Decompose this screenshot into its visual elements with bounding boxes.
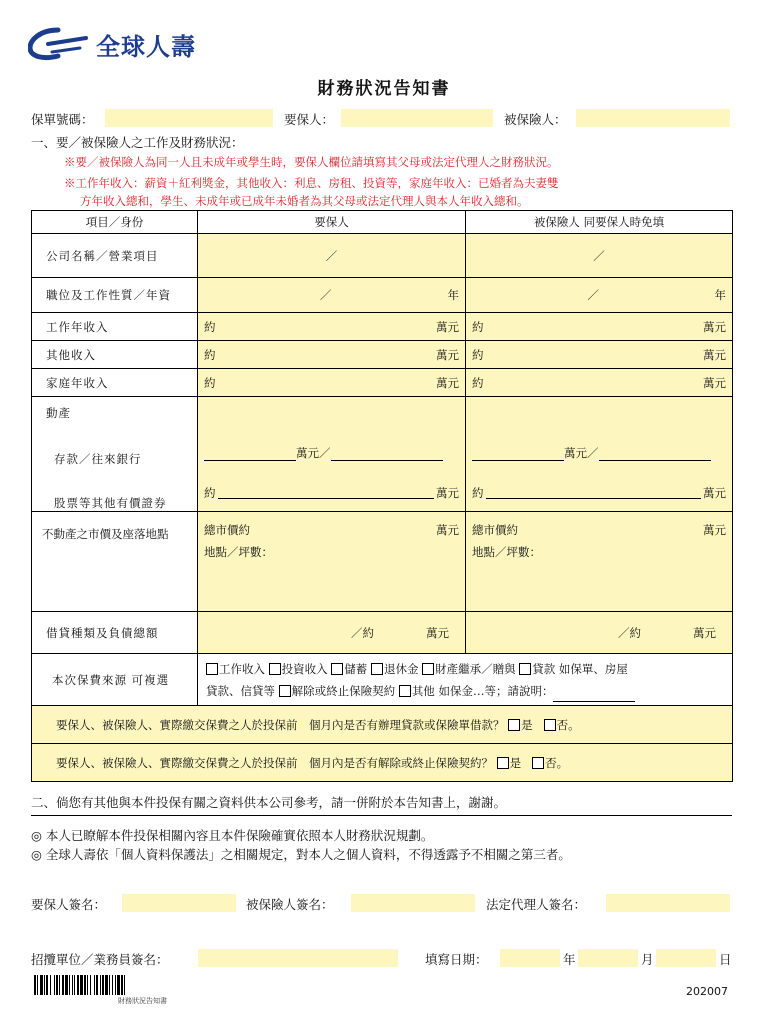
insured-family-income-field[interactable] [466,369,733,397]
table-row [32,706,733,744]
table-row [32,512,733,612]
movable-label: 動產 [46,406,71,420]
row-label-company: 公司名稱／營業項目 [32,234,198,278]
opt-inherit-label: 財產繼承／贈與 [435,661,516,676]
approx-text: 約 [204,375,216,390]
row-label-other-income: 其他收入 [32,341,198,369]
section1-heading: 一、要／被保險人之工作及財務狀況： [31,135,244,150]
agent-sign-field[interactable] [198,949,398,967]
premium-source-options [198,654,733,706]
insured-label: 被保險人： [504,112,567,127]
wan-text: 萬元 [703,375,726,390]
wan-text: 萬元 [703,523,726,537]
barcode-caption: 財務狀況告知書 [118,997,167,1005]
checkbox-save[interactable] [331,663,343,675]
no-label: 否。 [556,717,580,732]
date-label: 填寫日期： [425,952,488,967]
table-row [32,397,733,512]
approx-text: 約 [472,375,484,390]
insured-realestate-field[interactable] [466,512,733,612]
divider [31,815,732,816]
question-cancel [32,744,733,782]
section2-text: 二、倘您有其他與本件投保有關之資料供本公司參考，請一併附於本告知書上，謝謝。 [31,795,507,810]
proposer-field[interactable] [341,109,493,127]
yes-label: 是 [521,717,533,732]
q1-text: 要保人、被保險人、實際繳交保費之人於投保前 個月內是否有辦理貸款或保險單借款？ [56,717,505,732]
policy-no-field[interactable] [105,109,273,127]
q2-text: 要保人、被保險人、實際繳交保費之人於投保前 個月內是否有解除或終止保險契約？ [56,755,493,770]
q1-no-checkbox[interactable] [544,719,556,731]
form-code: 202007 [686,985,728,998]
proposer-sign-label: 要保人簽名： [31,897,107,912]
company-logo [28,26,196,62]
insured-movable-field[interactable] [466,397,733,512]
approx-text: 約 [204,319,216,334]
opt-loan2-label: 貸款、信貸等 [206,683,275,698]
proposer-family-income-field[interactable] [198,369,466,397]
insured-field[interactable] [576,109,730,127]
approx-text: 約 [472,319,484,334]
page-title: 財務狀況告知書 [317,79,451,99]
header-insured: 被保險人 同要保人時免填 [466,211,733,234]
section1-note2b: 方年收入總和，學生、未成年或已成年未婚者為其父母或法定代理人與本人年收入總和。 [80,194,529,208]
total-price-text: 總市價約 [472,523,518,537]
table-row [32,654,733,706]
year-label: 年 [563,952,576,967]
proposer-annual-income-field[interactable] [198,313,466,341]
insured-position-field[interactable] [466,278,733,313]
month-label: 月 [641,952,654,967]
checkbox-loan[interactable] [519,663,531,675]
row-label-annual-income: 工作年收入 [32,313,198,341]
yes-label: 是 [509,755,522,770]
insured-other-income-field[interactable] [466,341,733,369]
approx-text: 約 [472,486,484,500]
declaration-2: ◎ 全球人壽依「個人資料保護法」之相關規定，對本人之個人資料，不得透露予不相關之第三者。 [31,847,571,862]
section1-note2a: ※工作年收入：薪資＋紅利獎金，其他收入：利息、房租、投資等，家庭年收入：已婚者為夫妻雙 [64,176,559,190]
q2-yes-checkbox[interactable] [497,757,509,769]
table-row [32,234,733,278]
stocks-label: 股票等其他有價證券 [54,496,167,510]
year-text: 年 [714,288,726,302]
other-explain-field[interactable] [553,690,635,702]
location-text: 地點／坪數： [204,545,273,559]
header-proposer: 要保人 [198,211,466,234]
table-row [32,341,733,369]
wan-text: 萬元 [703,319,726,334]
declaration-1: ◎ 本人已瞭解本件投保相關內容且本件保險確實依照本人財務狀況規劃。 [31,828,434,843]
row-label-movable [32,397,198,512]
header-item: 項目／身份 [32,211,198,234]
approx-text: 約 [472,347,484,362]
proposer-position-field[interactable] [198,278,466,313]
agent-sign-label: 招攬單位／業務員簽名： [31,952,169,967]
slash-approx-text: ／約 [618,625,641,640]
wan-text: 萬元 [693,625,716,640]
slash-approx-text: ／約 [351,625,374,640]
date-month-field[interactable] [578,949,638,967]
proposer-label: 要保人： [284,112,335,127]
policy-no-label: 保單號碼： [31,112,94,127]
date-year-field[interactable] [500,949,560,967]
row-label-realestate: 不動產之市價及座落地點 [32,512,198,612]
section1-note1: ※要／被保險人為同一人且未成年或學生時，要保人欄位請填寫其父母或法定代理人之財務狀況。 [64,155,559,169]
checkbox-retire[interactable] [371,663,383,675]
approx-text: 約 [204,486,216,500]
day-label: 日 [719,952,732,967]
total-price-text: 總市價約 [204,523,250,537]
wan-text: 萬元 [703,486,726,500]
date-day-field[interactable] [656,949,716,967]
wan-text: 萬元 [436,347,459,362]
no-label: 否。 [545,755,569,770]
opt-save-label: 儲蓄 [344,661,368,676]
proposer-company-field[interactable] [198,234,466,278]
insured-company-field[interactable] [466,234,733,278]
table-header-row [32,211,733,234]
proposer-other-income-field[interactable] [198,341,466,369]
row-label-loan: 借貸種類及負債總額 [32,612,198,654]
logo-text: 全球人壽 [96,32,196,61]
insured-annual-income-field[interactable] [466,313,733,341]
wan-text: 萬元 [703,347,726,362]
wan-slash-text: 萬元／ [564,446,599,460]
proposer-realestate-field[interactable] [198,512,466,612]
table-row [32,278,733,313]
insured-sign-label: 被保險人簽名： [246,897,334,912]
q2-no-checkbox[interactable] [532,757,544,769]
logo-mark-icon [28,26,90,62]
row-label-source: 本次保費來源 可複選 [32,654,198,706]
wan-slash-text: 萬元／ [296,446,331,460]
approx-text: 約 [204,347,216,362]
opt-cancel-label: 解除或終止保險契約 [291,683,396,698]
slash-text: ／ [320,288,332,302]
wan-text: 萬元 [436,319,459,334]
insured-sign-field[interactable] [351,894,475,912]
checkbox-other[interactable] [399,685,411,697]
row-label-family-income: 家庭年收入 [32,369,198,397]
location-text: 地點／坪數： [472,545,541,559]
proposer-movable-field[interactable] [198,397,466,512]
slash-text: ／ [587,288,599,302]
table-row [32,612,733,654]
barcode [34,975,214,995]
opt-retire-label: 退休金 [383,661,419,676]
year-text: 年 [447,288,459,302]
opt-work-label: 工作收入 [219,661,265,676]
q1-yes-checkbox[interactable] [508,719,520,731]
legal-sign-field[interactable] [606,894,730,912]
table-row [32,744,733,782]
checkbox-cancel[interactable] [279,685,291,697]
table-row [32,313,733,341]
legal-sign-label: 法定代理人簽名： [486,897,587,912]
opt-loan-label: 貸款 如保單、房屋 [532,661,628,676]
wan-text: 萬元 [436,375,459,390]
wan-text: 萬元 [436,486,459,500]
proposer-sign-field[interactable] [122,894,236,912]
checkbox-work[interactable] [206,663,218,675]
wan-text: 萬元 [436,523,459,537]
wan-text: 萬元 [426,625,449,640]
row-label-position: 職位及工作性質／年資 [32,278,198,313]
table-row [32,369,733,397]
proposer-loan-field[interactable] [198,612,466,654]
insured-loan-field[interactable] [466,612,733,654]
question-loan [32,706,733,744]
checkbox-inherit[interactable] [422,663,434,675]
opt-other-label: 其他 如保金…等；請說明： [411,683,554,698]
opt-invest-label: 投資收入 [281,661,328,676]
checkbox-invest[interactable] [269,663,281,675]
slash-text: ／ [593,248,605,263]
deposit-label: 存款／往來銀行 [54,452,142,466]
financial-table [31,210,733,782]
slash-text: ／ [325,248,338,263]
